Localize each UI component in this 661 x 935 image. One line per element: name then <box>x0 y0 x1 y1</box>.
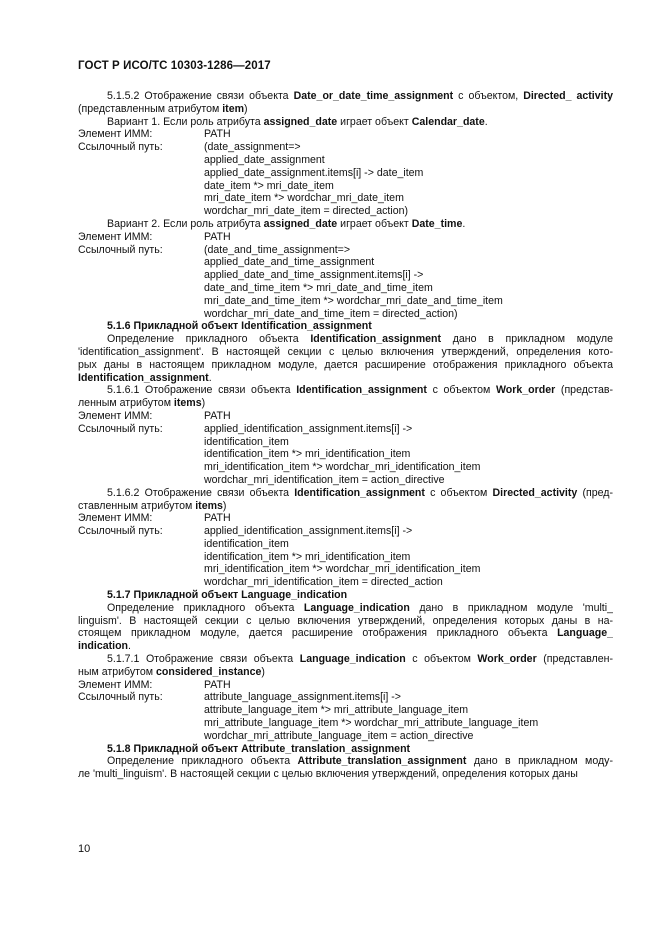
bold-term: indication <box>78 640 129 653</box>
bold-term: Date_time <box>411 217 463 230</box>
reference-path-row <box>78 691 613 704</box>
reference-label <box>78 576 204 589</box>
reference-label <box>78 205 204 218</box>
text-run: ленным атрибутом <box>78 397 174 410</box>
bold-term: Date_or_date_time_assignment <box>293 90 454 102</box>
text-run: ) <box>261 665 265 678</box>
reference-label <box>78 436 204 449</box>
text-run: (пред- <box>577 486 613 499</box>
reference-path-line: date_and_time_item *> mri_date_and_time_item <box>204 281 433 294</box>
text-line <box>78 218 613 231</box>
reference-path-line: identification_item <box>204 435 289 448</box>
bold-term: Work_order <box>495 384 556 397</box>
mapping-element-row <box>78 410 613 423</box>
reference-label: Ссылочный путь: <box>78 243 163 256</box>
element-value: PATH <box>204 409 231 422</box>
paragraph-line <box>78 640 613 653</box>
paragraph-line <box>78 359 613 372</box>
text-run: . <box>462 217 466 230</box>
text-run: (представ- <box>555 384 613 397</box>
reference-path-line: mri_identification_item *> wordchar_mri_identification_item <box>204 563 481 576</box>
bold-term: Work_order <box>477 653 537 666</box>
text-run: . <box>208 371 212 384</box>
reference-path-line: applied_date_assignment <box>204 153 325 166</box>
text-run: с объектом <box>426 384 496 397</box>
reference-path-row <box>78 308 613 321</box>
text-run: дано в прикладном моду- <box>466 755 613 768</box>
reference-label: Ссылочный путь: <box>78 525 163 538</box>
reference-label: Ссылочный путь: <box>78 422 163 435</box>
reference-label <box>78 538 204 551</box>
reference-path-row <box>78 576 613 589</box>
reference-path-row <box>78 730 613 743</box>
text-run: (представленным атрибутом <box>78 102 223 115</box>
reference-path-row <box>78 551 613 564</box>
reference-path-line: (date_assignment=> <box>204 141 301 154</box>
element-label: Элемент ИММ: <box>78 678 153 691</box>
mapping-element-row <box>78 128 613 141</box>
text-run: Вариант 1. Если роль атрибута <box>107 115 264 128</box>
reference-path-row <box>78 423 613 436</box>
reference-path-line: applied_identification_assignment.items[i] -> <box>204 525 413 538</box>
text-run: Определение прикладного объекта <box>107 333 311 346</box>
text-line <box>78 653 613 666</box>
bold-term: 5.1.8 Прикладной объект Attribute_translation_assignment <box>107 742 411 755</box>
reference-label <box>78 730 204 743</box>
bold-term: items <box>195 499 223 512</box>
section-heading <box>78 589 613 602</box>
reference-path-line: wordchar_mri_identification_item = action_directive <box>204 473 445 486</box>
reference-path-row <box>78 256 613 269</box>
bold-term: Directed_ activity <box>523 90 613 102</box>
text-run: 5.1.6.1 Отображение связи объекта <box>107 384 297 397</box>
reference-path-line: applied_date_assignment.items[i] -> date_item <box>204 166 424 179</box>
reference-path-row <box>78 525 613 538</box>
text-run: рых даны в настоящем прикладном модуле, дается расширение отображения прикладного объекта <box>78 358 613 371</box>
paragraph-line <box>78 615 613 628</box>
reference-path-row <box>78 538 613 551</box>
mapping-element-row <box>78 512 613 525</box>
paragraph-line <box>78 346 613 359</box>
reference-label <box>78 717 204 730</box>
paragraph-line <box>78 333 613 346</box>
element-label: Элемент ИММ: <box>78 512 153 525</box>
reference-label <box>78 256 204 269</box>
text-line <box>78 90 613 103</box>
text-run: 5.1.7.1 Отображение связи объекта <box>107 653 300 666</box>
element-value: PATH <box>204 128 231 141</box>
text-run: 5.1.5.2 Отображение связи объекта <box>107 90 294 102</box>
bold-term: Calendar_date <box>411 115 485 128</box>
mapping-element-row <box>78 231 613 244</box>
reference-path-line: wordchar_mri_attribute_language_item = action_directive <box>204 729 474 742</box>
reference-label <box>78 192 204 205</box>
reference-label <box>78 282 204 295</box>
reference-path-row <box>78 436 613 449</box>
reference-label <box>78 308 204 321</box>
reference-path-line: mri_date_item *> wordchar_mri_date_item <box>204 192 404 205</box>
reference-path-line: identification_item <box>204 537 289 550</box>
bold-term: Identification_assignment <box>296 384 427 397</box>
reference-label <box>78 295 204 308</box>
text-run: с объектом <box>405 653 478 666</box>
element-value: PATH <box>204 678 231 691</box>
section-heading <box>78 320 613 333</box>
bold-term: assigned_date <box>263 115 338 128</box>
text-run: . <box>484 115 488 128</box>
text-run: ле 'multi_linguism'. В настоящей секции с целью включения утверждений, определения которых даны <box>78 768 578 781</box>
bold-term: 5.1.7 Прикладной объект Language_indication <box>107 589 348 602</box>
reference-label <box>78 474 204 487</box>
element-value: PATH <box>204 230 231 243</box>
reference-path-line: applied_date_and_time_assignment <box>204 256 375 269</box>
text-line <box>78 666 613 679</box>
reference-path-row <box>78 167 613 180</box>
text-line <box>78 116 613 129</box>
element-value: PATH <box>204 512 231 525</box>
reference-label <box>78 269 204 282</box>
element-label: Элемент ИММ: <box>78 409 153 422</box>
document-body <box>78 90 613 781</box>
text-run: ) <box>222 499 227 512</box>
text-run: с объектом <box>424 486 493 499</box>
paragraph-line <box>78 755 613 768</box>
bold-term: Attribute_translation_assignment <box>297 755 467 768</box>
reference-path-row <box>78 180 613 193</box>
text-run: ставленным атрибутом <box>78 499 196 512</box>
text-line <box>78 103 613 116</box>
text-line <box>78 397 613 410</box>
bold-term: Identification_assignment <box>78 371 209 384</box>
reference-label <box>78 167 204 180</box>
reference-label <box>78 154 204 167</box>
text-line <box>78 384 613 397</box>
reference-path-row <box>78 141 613 154</box>
text-run: Вариант 2. Если роль атрибута <box>107 217 264 230</box>
text-line <box>78 487 613 500</box>
bold-term: Language_indication <box>299 653 406 666</box>
reference-label <box>78 180 204 193</box>
text-run: 'identification_assignment'. В настоящей секции с целью включения утверждений, определения кото- <box>78 345 613 358</box>
text-run: дано в прикладном модуле 'multi_ <box>409 601 613 614</box>
text-run: ) <box>244 102 248 115</box>
text-run: Определение прикладного объекта <box>107 755 298 768</box>
element-label: Элемент ИММ: <box>78 230 153 243</box>
bold-term: Directed_activity <box>492 486 578 499</box>
bold-term: Identification_assignment <box>310 333 442 346</box>
reference-path-row <box>78 205 613 218</box>
reference-label: Ссылочный путь: <box>78 691 163 704</box>
reference-path-row <box>78 563 613 576</box>
mapping-element-row <box>78 679 613 692</box>
reference-path-row <box>78 282 613 295</box>
reference-path-line: identification_item *> mri_identification_item <box>204 550 411 563</box>
reference-path-line: wordchar_mri_identification_item = directed_action <box>204 576 443 589</box>
reference-label: Ссылочный путь: <box>78 141 163 154</box>
reference-path-line: applied_identification_assignment.items[i] -> <box>204 422 413 435</box>
reference-path-row <box>78 192 613 205</box>
paragraph-line <box>78 627 613 640</box>
text-run: Определение прикладного объекта <box>107 601 304 614</box>
bold-term: Identification_assignment <box>294 486 425 499</box>
reference-path-line: attribute_language_assignment.items[i] -> <box>204 691 401 704</box>
text-run: дано в прикладном модуле <box>441 333 613 346</box>
text-run: стоящем прикладном модуле, дается расширение отображения прикладного объекта <box>78 627 558 640</box>
paragraph-line <box>78 602 613 615</box>
bold-term: Language_indication <box>303 601 410 614</box>
reference-path-line: attribute_language_item *> mri_attribute_language_item <box>204 704 469 717</box>
page-number: 10 <box>78 843 91 855</box>
reference-path-row <box>78 295 613 308</box>
reference-label <box>78 551 204 564</box>
reference-label <box>78 563 204 576</box>
text-run: с объектом, <box>453 90 524 102</box>
text-run: играет объект <box>337 217 412 230</box>
bold-term: items <box>173 397 202 410</box>
reference-path-row <box>78 474 613 487</box>
reference-path-line: wordchar_mri_date_item = directed_action) <box>204 205 409 218</box>
reference-path-row <box>78 244 613 257</box>
reference-path-row <box>78 448 613 461</box>
reference-path-line: mri_date_and_time_item *> wordchar_mri_date_and_time_item <box>204 294 503 307</box>
reference-path-line: applied_date_and_time_assignment.items[i] -> <box>204 269 424 282</box>
element-label: Элемент ИММ: <box>78 128 153 141</box>
text-run: ным атрибутом <box>78 665 156 678</box>
reference-path-row <box>78 704 613 717</box>
reference-path-row <box>78 269 613 282</box>
reference-path-line: (date_and_time_assignment=> <box>204 243 351 256</box>
reference-path-row <box>78 154 613 167</box>
reference-path-line: mri_identification_item *> wordchar_mri_identification_item <box>204 461 481 474</box>
reference-label <box>78 448 204 461</box>
text-run: ) <box>201 397 206 410</box>
text-line <box>78 500 613 513</box>
text-run: (представлен- <box>536 653 613 666</box>
document-header: ГОСТ Р ИСО/ТС 10303-1286—2017 <box>78 60 271 72</box>
bold-term: Language_ <box>557 627 613 640</box>
text-run: 5.1.6.2 Отображение связи объекта <box>107 486 295 499</box>
text-run: linguism'. В настоящей секции с целью включения утверждений, определения которых даны в на- <box>78 614 613 627</box>
section-heading <box>78 743 613 756</box>
bold-term: assigned_date <box>263 217 338 230</box>
reference-path-row <box>78 461 613 474</box>
reference-path-line: wordchar_mri_date_and_time_item = directed_action) <box>204 307 458 320</box>
paragraph-line <box>78 768 613 781</box>
reference-path-line: identification_item *> mri_identification_item <box>204 448 411 461</box>
bold-term: 5.1.6 Прикладной объект Identification_assignment <box>107 320 372 333</box>
text-run: . <box>128 640 131 653</box>
reference-path-line: date_item *> mri_date_item <box>204 179 334 192</box>
reference-label <box>78 704 204 717</box>
bold-term: considered_instance <box>156 665 262 678</box>
reference-label <box>78 461 204 474</box>
reference-path-row <box>78 717 613 730</box>
paragraph-line <box>78 372 613 385</box>
reference-path-line: mri_attribute_language_item *> wordchar_mri_attribute_language_item <box>204 717 539 730</box>
bold-term: item <box>222 102 245 115</box>
text-run: играет объект <box>337 115 412 128</box>
